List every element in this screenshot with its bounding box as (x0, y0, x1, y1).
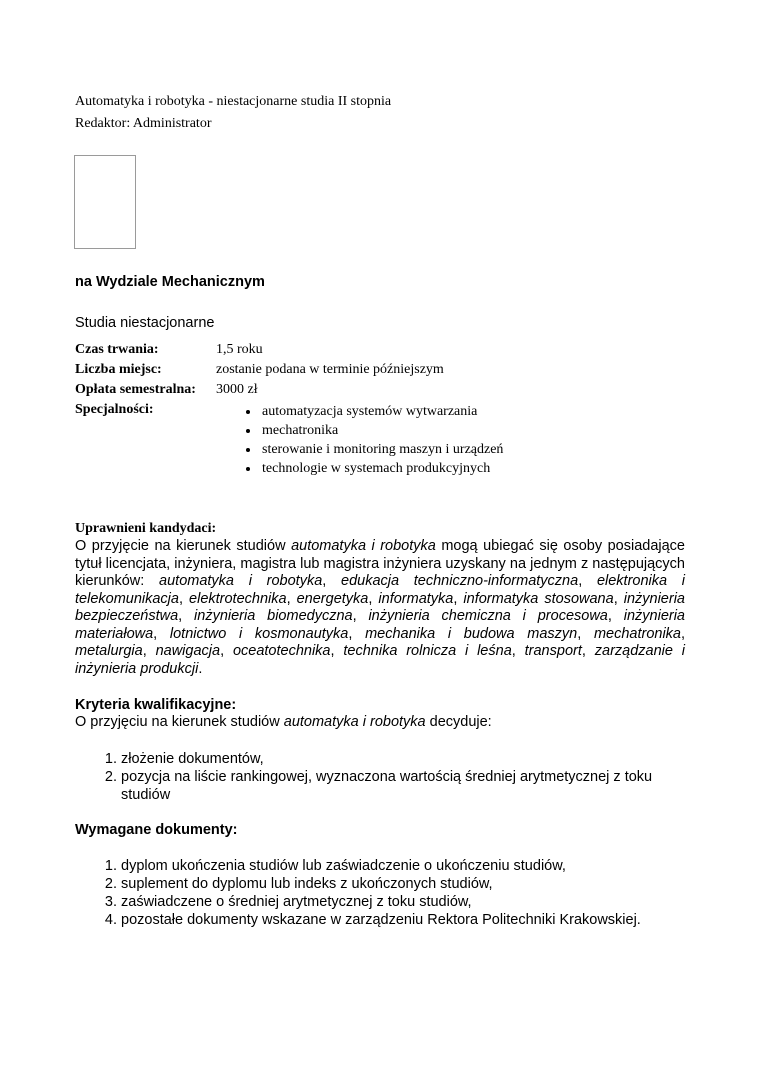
field-separator: , (178, 608, 195, 624)
eligible-field-item: mechanika i budowa maszyn (365, 625, 578, 642)
info-table (73, 340, 505, 478)
list-item: • automatyzacja systemów wytwarzania (260, 402, 503, 421)
eligible-field-item: technika rolnicza i leśna (343, 643, 512, 659)
eligible-intro-cont: mogą ubiegać się osoby posiadające tytuł licencjata, inżyniera, magistra lub magistra inżyniera uzyskany na jednym z następujących kierunków: (75, 538, 685, 589)
field-separator: . (198, 660, 203, 677)
info-value: 1,5 roku (216, 342, 263, 357)
info-value: zostanie podana w terminie późniejszym (216, 362, 444, 377)
eligible-field: automatyka i robotyka (291, 538, 436, 554)
list-item: 2. suplement do dyplomu lub indeks z ukończonych studiów, (121, 875, 705, 893)
field-separator: , (142, 643, 156, 659)
eligible-field-item: zarządzanie i inżynieria produkcji (75, 643, 685, 677)
editor-line: Redaktor: Administrator (75, 116, 212, 131)
field-separator: , (578, 573, 597, 589)
eligible-field-item: inżynieria materiałowa (75, 608, 685, 642)
list-item: 1. dyplom ukończenia studiów lub zaświadczenie o ukończeniu studiów, (121, 857, 705, 875)
field-separator: , (322, 573, 342, 589)
list-item: 3. zaświadczene o średniej arytmetycznej z toku studiów, (121, 893, 705, 911)
eligible-paragraph (75, 538, 685, 678)
eligible-field-item: elektronika i telekomunikacja (75, 573, 685, 607)
eligible-field-item: energetyka (296, 590, 369, 607)
documents-heading: Wymagane dokumenty: (75, 822, 238, 838)
criteria-field: automatyka i robotyka (283, 714, 426, 730)
info-value (214, 400, 505, 478)
eligible-field-item: informatyka (378, 590, 454, 607)
info-value: 3000 zł (216, 382, 258, 397)
info-label: Czas trwania: (75, 342, 159, 357)
documents-list (75, 857, 705, 929)
eligible-field-item: oceatotechnika (232, 643, 331, 659)
eligible-field-item: elektrotechnika (189, 590, 287, 607)
faculty-heading: na Wydziale Mechanicznym (75, 274, 265, 290)
eligible-fields-list (75, 573, 685, 677)
eligible-field-item: automatyka i robotyka (159, 573, 323, 589)
info-label: Liczba miejsc: (75, 362, 162, 377)
criteria-intro-text: O przyjęciu na kierunek studiów (75, 714, 284, 730)
info-label: Opłata semestralna: (75, 382, 196, 397)
field-separator: , (286, 590, 297, 607)
list-item: 1. złożenie dokumentów, (121, 750, 705, 768)
list-item: • sterowanie i monitoring maszyn i urządzeń (260, 440, 503, 459)
field-separator: , (511, 643, 525, 659)
criteria-list (75, 750, 705, 804)
field-separator: , (581, 643, 595, 659)
field-separator: , (348, 625, 366, 642)
eligible-field-item: mechatronika (593, 625, 681, 642)
info-row-fee (73, 380, 505, 400)
field-separator: , (453, 590, 464, 607)
eligible-field-item: lotnictwo i kosmonautyka (169, 625, 349, 642)
info-label: Specjalności: (75, 402, 154, 417)
eligible-field-item: nawigacja (155, 643, 221, 659)
field-separator: , (607, 608, 624, 624)
field-separator: , (613, 590, 624, 607)
list-item: • mechatronika (260, 421, 503, 440)
eligible-field-item: inżynieria chemiczna i procesowa (368, 608, 608, 624)
criteria-intro (75, 714, 492, 730)
eligible-field-item: transport (524, 643, 582, 659)
field-separator: , (330, 643, 344, 659)
eligible-heading: Uprawnieni kandydaci: (75, 521, 217, 536)
eligible-intro: O przyjęcie na kierunek studiów (75, 538, 292, 554)
info-row-duration (73, 340, 505, 360)
field-separator: , (153, 625, 170, 642)
field-separator: , (680, 625, 686, 642)
criteria-heading: Kryteria kwalifikacyjne: (75, 697, 237, 713)
eligible-field-item: informatyka stosowana (463, 590, 614, 607)
info-row-places (73, 360, 505, 380)
field-separator: , (368, 590, 379, 607)
eligible-field-item: inżynieria bezpieczeństwa (75, 590, 685, 624)
info-row-specializations (73, 400, 505, 478)
document-title: Automatyka i robotyka - niestacjonarne studia II stopnia (75, 94, 392, 109)
eligible-field-item: metalurgia (75, 643, 143, 659)
specializations-list (216, 402, 503, 478)
study-type-heading: Studia niestacjonarne (75, 315, 215, 331)
field-separator: , (178, 590, 190, 607)
field-separator: , (577, 625, 594, 642)
eligible-field-item: edukacja techniczno-informatyczna (341, 573, 579, 589)
field-separator: , (352, 608, 369, 624)
list-item: • technologie w systemach produkcyjnych (260, 459, 503, 478)
list-item: 4. pozostałe dokumenty wskazane w zarządzeniu Rektora Politechniki Krakowskiej. (121, 911, 705, 929)
eligible-field-item: inżynieria biomedyczna (194, 608, 353, 624)
field-separator: , (220, 643, 233, 659)
list-item: 2. pozycja na liście rankingowej, wyznaczona wartością średniej arytmetycznej z toku studiów (121, 768, 705, 804)
criteria-intro-end: decyduje: (425, 714, 492, 730)
image-placeholder (74, 155, 136, 249)
